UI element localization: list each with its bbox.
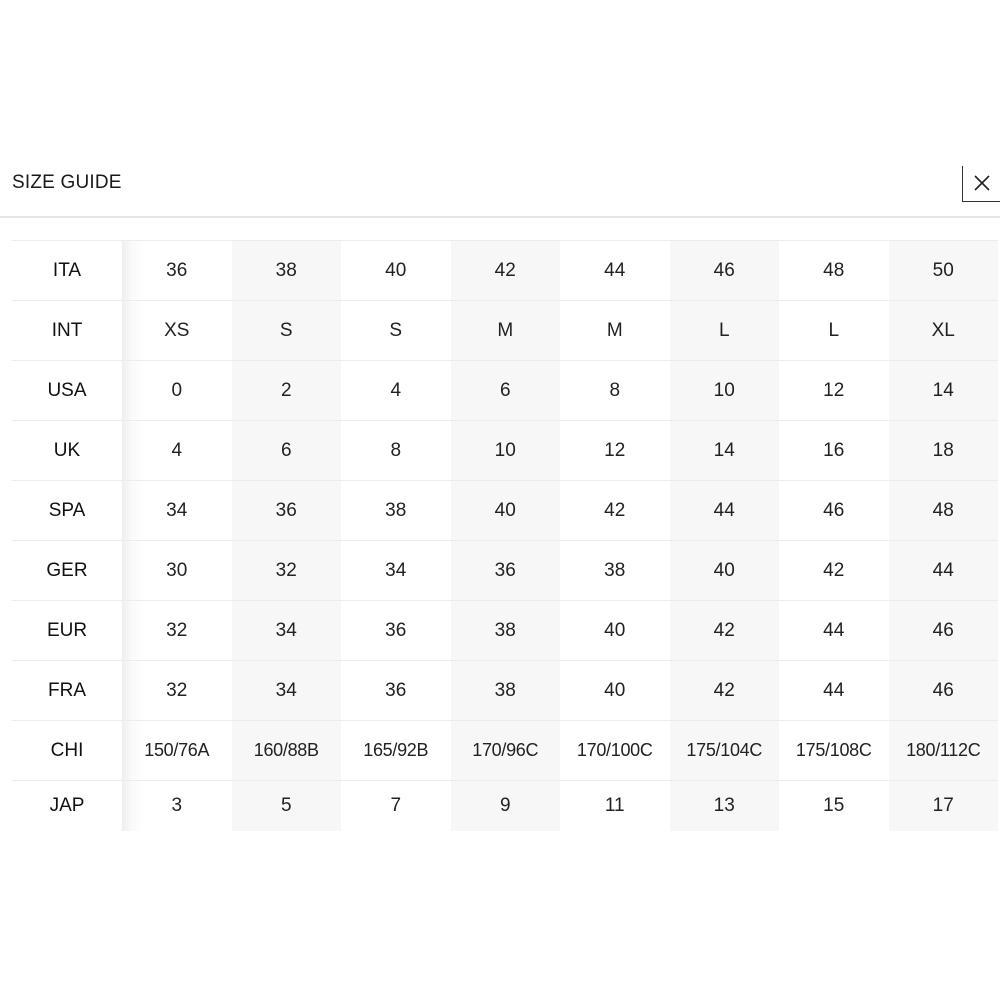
- table-cell: 10: [451, 421, 561, 481]
- table-cell: 42: [560, 481, 670, 541]
- table-cell: 14: [670, 421, 780, 481]
- table-cell: 48: [889, 481, 999, 541]
- table-cell: L: [670, 301, 780, 361]
- table-cell: 10: [670, 361, 780, 421]
- table-cell: 9: [451, 781, 561, 832]
- table-cell: 48: [779, 241, 889, 301]
- close-button[interactable]: [962, 166, 1000, 202]
- table-cell: 165/92B: [341, 721, 451, 781]
- table-cell: 38: [232, 241, 342, 301]
- table-cell: 150/76A: [122, 721, 232, 781]
- table-cell: 36: [232, 481, 342, 541]
- table-cell: 7: [341, 781, 451, 832]
- table-cell: 30: [122, 541, 232, 601]
- close-icon: [974, 175, 990, 191]
- row-label: UK: [12, 421, 122, 481]
- table-row: [12, 361, 998, 421]
- table-cell: XL: [889, 301, 999, 361]
- row-label: CHI: [12, 721, 122, 781]
- table-cell: 38: [451, 601, 561, 661]
- table-row: [12, 781, 998, 832]
- table-cell: 17: [889, 781, 999, 832]
- table-cell: 32: [122, 661, 232, 721]
- row-label: INT: [12, 301, 122, 361]
- table-cell: 2: [232, 361, 342, 421]
- table-cell: 46: [889, 601, 999, 661]
- table-cell: 36: [451, 541, 561, 601]
- table-cell: 170/100C: [560, 721, 670, 781]
- table-cell: 6: [451, 361, 561, 421]
- row-label: GER: [12, 541, 122, 601]
- table-cell: 42: [451, 241, 561, 301]
- table-cell: 40: [341, 241, 451, 301]
- table-cell: 32: [232, 541, 342, 601]
- table-cell: 40: [560, 601, 670, 661]
- table-cell: 175/108C: [779, 721, 889, 781]
- table-cell: 44: [670, 481, 780, 541]
- table-cell: M: [451, 301, 561, 361]
- table-cell: 44: [889, 541, 999, 601]
- table-cell: 40: [560, 661, 670, 721]
- table-row: [12, 541, 998, 601]
- row-label: SPA: [12, 481, 122, 541]
- table-cell: 8: [341, 421, 451, 481]
- table-cell: S: [341, 301, 451, 361]
- table-cell: S: [232, 301, 342, 361]
- row-label: FRA: [12, 661, 122, 721]
- page-title: SIZE GUIDE: [12, 172, 122, 193]
- table-row: [12, 721, 998, 781]
- table-cell: 34: [341, 541, 451, 601]
- table-cell: 4: [341, 361, 451, 421]
- table-row: [12, 301, 998, 361]
- row-label: USA: [12, 361, 122, 421]
- table-cell: 44: [779, 661, 889, 721]
- table-cell: 160/88B: [232, 721, 342, 781]
- table-cell: 42: [670, 661, 780, 721]
- table-cell: 42: [670, 601, 780, 661]
- table-cell: 36: [341, 601, 451, 661]
- table-cell: 38: [341, 481, 451, 541]
- table-cell: 12: [560, 421, 670, 481]
- table-row: [12, 421, 998, 481]
- size-guide-header: [0, 150, 1000, 218]
- size-table: [12, 240, 998, 831]
- table-cell: 3: [122, 781, 232, 832]
- table-cell: 13: [670, 781, 780, 832]
- table-cell: 38: [560, 541, 670, 601]
- table-cell: 5: [232, 781, 342, 832]
- table-cell: 34: [232, 661, 342, 721]
- table-cell: 16: [779, 421, 889, 481]
- table-cell: 34: [232, 601, 342, 661]
- table-cell: 32: [122, 601, 232, 661]
- table-cell: 8: [560, 361, 670, 421]
- table-cell: 12: [779, 361, 889, 421]
- table-cell: 46: [779, 481, 889, 541]
- table-cell: 44: [779, 601, 889, 661]
- table-cell: 15: [779, 781, 889, 832]
- table-cell: 46: [889, 661, 999, 721]
- table-cell: 175/104C: [670, 721, 780, 781]
- table-row: [12, 601, 998, 661]
- table-cell: 50: [889, 241, 999, 301]
- table-cell: L: [779, 301, 889, 361]
- table-cell: XS: [122, 301, 232, 361]
- table-cell: 170/96C: [451, 721, 561, 781]
- table-cell: 40: [670, 541, 780, 601]
- table-cell: 6: [232, 421, 342, 481]
- table-row: [12, 661, 998, 721]
- table-cell: 36: [341, 661, 451, 721]
- table-row: [12, 241, 998, 301]
- table-cell: 36: [122, 241, 232, 301]
- table-row: [12, 481, 998, 541]
- table-cell: 14: [889, 361, 999, 421]
- table-cell: 42: [779, 541, 889, 601]
- table-cell: 18: [889, 421, 999, 481]
- row-label: JAP: [12, 781, 122, 832]
- table-cell: 40: [451, 481, 561, 541]
- table-cell: 180/112C: [889, 721, 999, 781]
- table-cell: 11: [560, 781, 670, 832]
- table-cell: 38: [451, 661, 561, 721]
- row-label: ITA: [12, 241, 122, 301]
- table-cell: 46: [670, 241, 780, 301]
- row-label: EUR: [12, 601, 122, 661]
- table-cell: 34: [122, 481, 232, 541]
- table-cell: 4: [122, 421, 232, 481]
- table-cell: 0: [122, 361, 232, 421]
- table-cell: 44: [560, 241, 670, 301]
- table-cell: M: [560, 301, 670, 361]
